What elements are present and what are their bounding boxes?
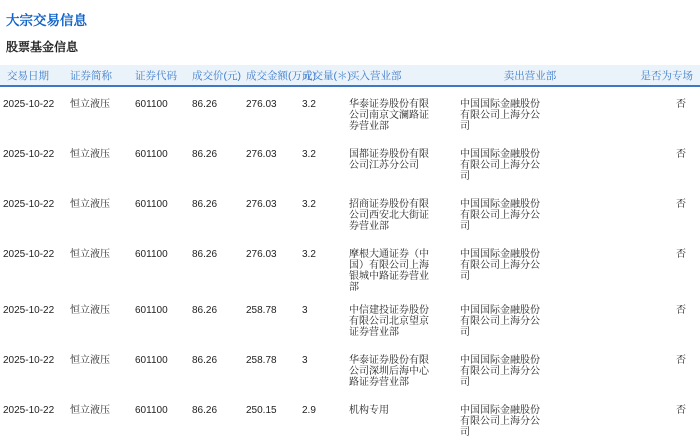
cell-seller: 中国国际金融股份有限公司上海分公司: [460, 249, 540, 282]
cell-volume: 2.9: [302, 405, 316, 416]
table-row: [0, 293, 700, 343]
cell-price: 86.26: [192, 305, 218, 316]
cell-seller: 中国国际金融股份有限公司上海分公司: [460, 405, 540, 438]
cell-amount: 276.03: [246, 249, 277, 260]
cell-price: 86.26: [192, 355, 218, 366]
cell-buyer: 中信建投证券股份有限公司北京望京证券营业部: [349, 305, 429, 338]
cell-buyer: 华泰证券股份有限公司深圳后海中心路证券营业部: [349, 355, 429, 388]
cell-date: 2025-10-22: [3, 305, 55, 316]
cell-seller: 中国国际金融股份有限公司上海分公司: [460, 355, 540, 388]
cell-buyer: 招商证券股份有限公司西安北大街证券营业部: [349, 199, 429, 232]
cell-amount: 276.03: [246, 149, 277, 160]
cell-amount: 258.78: [246, 305, 277, 316]
table-row: [0, 343, 700, 393]
column-header-amount: 成交金额(万元): [246, 69, 316, 82]
cell-code: 601100: [135, 99, 168, 110]
table-row: [0, 237, 700, 293]
cell-name: 恒立液压: [70, 149, 110, 160]
cell-price: 86.26: [192, 405, 218, 416]
cell-amount: 276.03: [246, 199, 277, 210]
cell-special: 否: [676, 355, 686, 366]
table-row: [0, 87, 700, 137]
cell-code: 601100: [135, 355, 168, 366]
cell-volume: 3.2: [302, 149, 316, 160]
cell-seller: 中国国际金融股份有限公司上海分公司: [460, 99, 540, 132]
cell-price: 86.26: [192, 99, 218, 110]
table-row: [0, 137, 700, 187]
cell-seller: 中国国际金融股份有限公司上海分公司: [460, 305, 540, 338]
table-row: [0, 187, 700, 237]
cell-volume: 3.2: [302, 249, 316, 260]
cell-volume: 3: [302, 305, 308, 316]
column-header-date: 交易日期: [7, 69, 49, 82]
cell-special: 否: [676, 149, 686, 160]
cell-price: 86.26: [192, 249, 218, 260]
cell-special: 否: [676, 249, 686, 260]
cell-seller: 中国国际金融股份有限公司上海分公司: [460, 149, 540, 182]
block-trade-table: [0, 65, 700, 443]
cell-code: 601100: [135, 405, 168, 416]
cell-code: 601100: [135, 199, 168, 210]
cell-date: 2025-10-22: [3, 99, 55, 110]
cell-volume: 3: [302, 355, 308, 366]
cell-name: 恒立液压: [70, 405, 110, 416]
column-header-buyer: 买入营业部: [349, 69, 402, 82]
table-header-row: [0, 65, 700, 87]
column-header-code: 证券代码: [135, 69, 177, 82]
cell-amount: 258.78: [246, 355, 277, 366]
cell-seller: 中国国际金融股份有限公司上海分公司: [460, 199, 540, 232]
cell-buyer: 华泰证券股份有限公司南京文澜路证券营业部: [349, 99, 429, 132]
section-subtitle: 股票基金信息: [6, 40, 79, 54]
cell-volume: 3.2: [302, 99, 316, 110]
cell-name: 恒立液压: [70, 99, 110, 110]
cell-date: 2025-10-22: [3, 249, 55, 260]
cell-buyer: 摩根大通证券（中国）有限公司上海银城中路证券营业部: [349, 249, 429, 293]
page-title: 大宗交易信息: [6, 13, 87, 28]
cell-date: 2025-10-22: [3, 355, 55, 366]
cell-special: 否: [676, 305, 686, 316]
column-header-seller: 卖出营业部: [503, 69, 557, 82]
cell-date: 2025-10-22: [3, 405, 55, 416]
cell-special: 否: [676, 199, 686, 210]
cell-name: 恒立液压: [70, 355, 110, 366]
cell-code: 601100: [135, 249, 168, 260]
cell-code: 601100: [135, 305, 168, 316]
cell-buyer: 国都证券股份有限公司江苏分公司: [349, 149, 429, 171]
cell-price: 86.26: [192, 149, 218, 160]
cell-code: 601100: [135, 149, 168, 160]
block-trade-page: [0, 9, 700, 443]
column-header-name: 证券简称: [70, 69, 112, 82]
column-header-special: 是否为专场: [640, 69, 693, 82]
cell-volume: 3.2: [302, 199, 316, 210]
column-header-volume: 成交量(＊): [302, 69, 351, 82]
cell-name: 恒立液压: [70, 199, 110, 210]
cell-name: 恒立液压: [70, 249, 110, 260]
cell-buyer: 机构专用: [349, 405, 389, 416]
table-row: [0, 393, 700, 443]
cell-date: 2025-10-22: [3, 149, 55, 160]
cell-date: 2025-10-22: [3, 199, 55, 210]
cell-name: 恒立液压: [70, 305, 110, 316]
cell-amount: 250.15: [246, 405, 277, 416]
cell-special: 否: [676, 99, 686, 110]
cell-price: 86.26: [192, 199, 218, 210]
cell-amount: 276.03: [246, 99, 277, 110]
cell-special: 否: [676, 405, 686, 416]
table-body: [0, 87, 700, 443]
column-header-price: 成交价(元): [192, 69, 241, 82]
